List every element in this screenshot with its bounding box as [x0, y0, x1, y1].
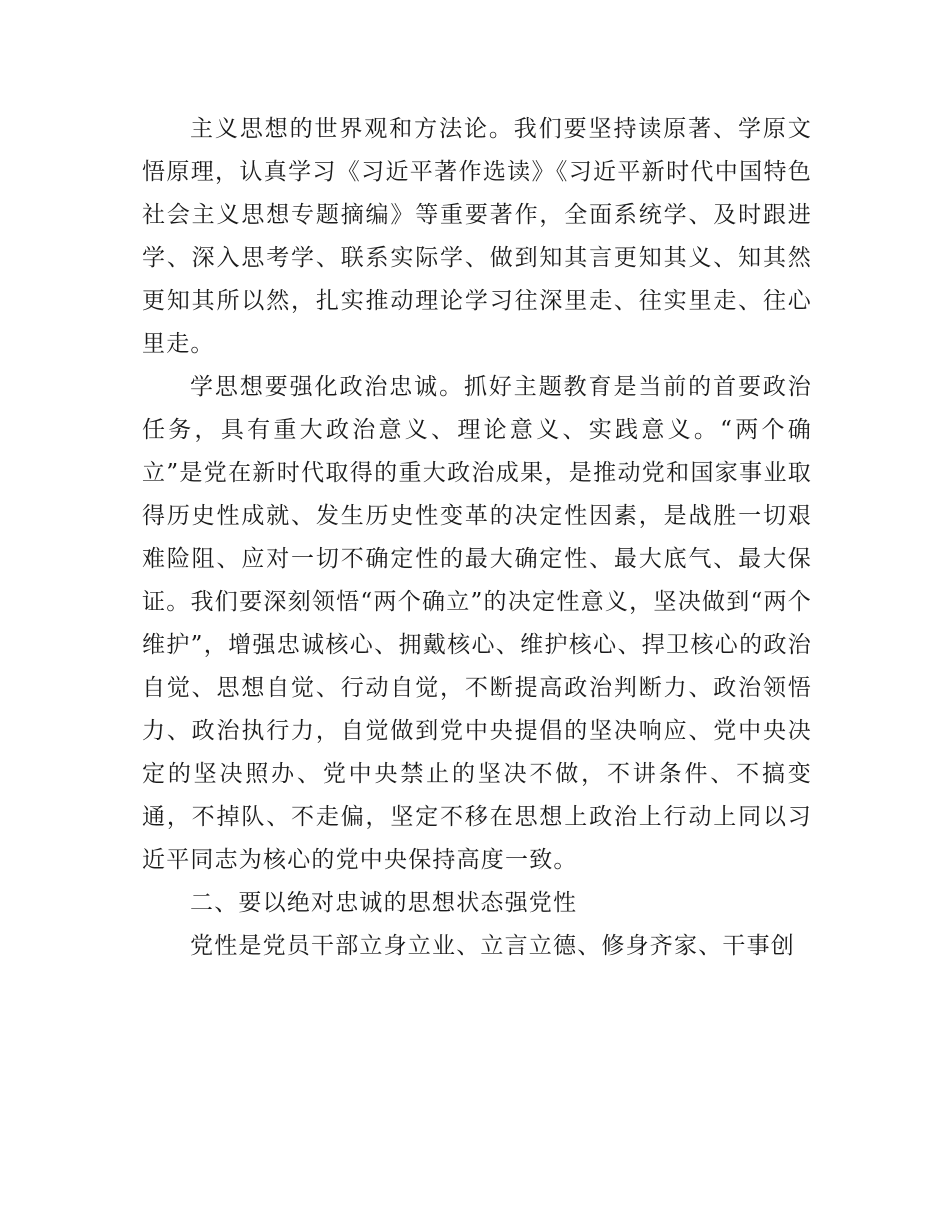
paragraph-3: 党性是党员干部立身立业、立言立德、修身齐家、干事创	[190, 933, 795, 959]
document-body	[142, 108, 812, 968]
paragraph-2: 学思想要强化政治忠诚。抓好主题教育是当前的首要政治任务，具有重大政治意义、理论意义、实践意义。“两个确立”是党在新时代取得的重大政治成果，是推动党和国家事业取得历史性成就、发生历史性变革的决定性因素，是战胜一切艰难险阻、应对一切不确定性的最大确定性、最大底气、最大保证。我们要深刻领悟“两个确立”的决定性意义，坚决做到“两个维护”，增强忠诚核心、拥戴核心、维护核心、捍卫核心的政治自觉、思想自觉、行动自觉，不断提高政治判断力、政治领悟力、政治执行力，自觉做到党中央提倡的坚决响应、党中央决定的坚决照办、党中央禁止的坚决不做，不讲条件、不搞变通，不掉队、不走偏，坚定不移在思想上政治上行动上同以习近平同志为核心的党中央保持高度一致。	[142, 374, 812, 873]
section-heading: 二、要以绝对忠诚的思想状态强党性	[190, 890, 578, 916]
paragraph-1: 主义思想的世界观和方法论。我们要坚持读原著、学原文悟原理，认真学习《习近平著作选读》《习近平新时代中国特色社会主义思想专题摘编》等重要著作，全面系统学、及时跟进学、深入思考学、联系实际学、做到知其言更知其义、知其然更知其所以然，扎实推动理论学习往深里走、往实里走、往心里走。	[142, 116, 812, 357]
